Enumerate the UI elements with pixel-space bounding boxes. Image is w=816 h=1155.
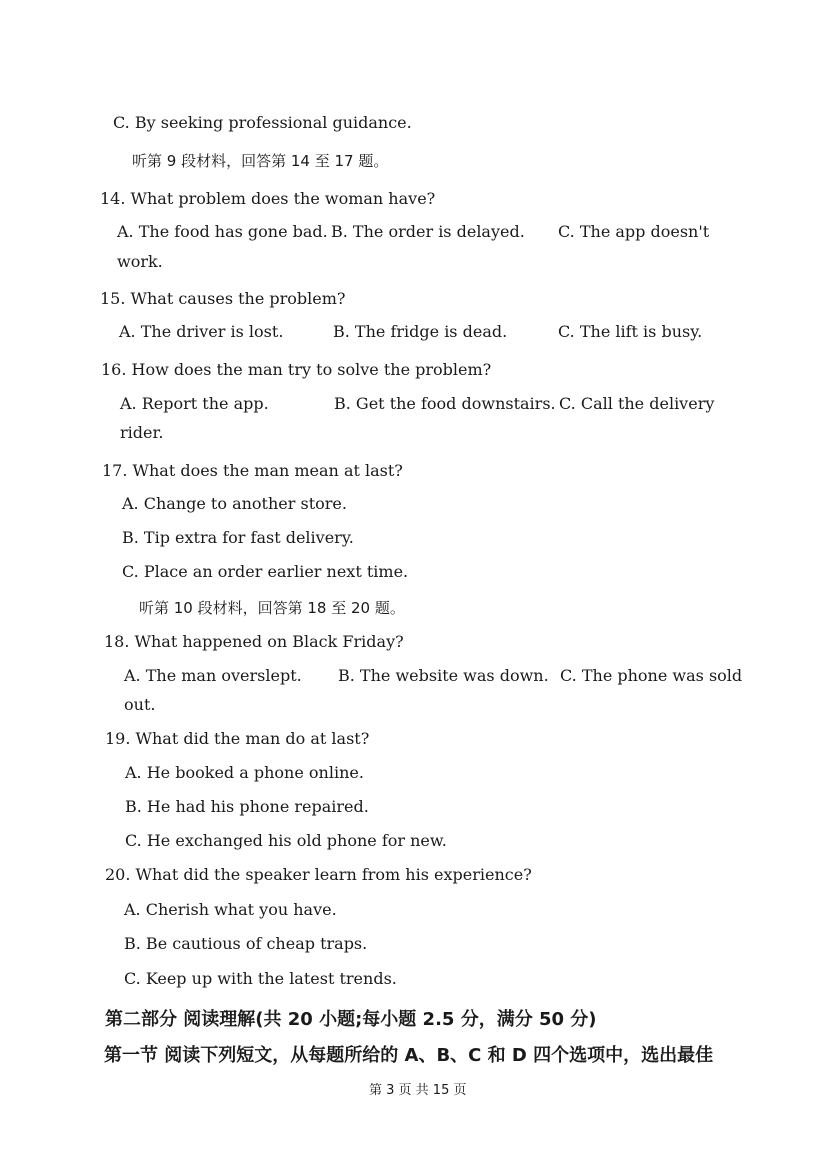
q14-option-a: A. The food has gone bad.: [117, 222, 328, 241]
q15-option-c: C. The lift is busy.: [558, 322, 703, 341]
q19-option-b: B. He had his phone repaired.: [125, 797, 369, 816]
q19-option-c: C. He exchanged his old phone for new.: [125, 831, 447, 850]
q18-option-b: B. The website was down.: [338, 666, 549, 685]
question-16: 16. How does the man try to solve the problem?: [101, 360, 492, 379]
q17-option-b: B. Tip extra for fast delivery.: [122, 528, 354, 547]
q18-option-a: A. The man overslept.: [124, 666, 302, 685]
q17-option-c: C. Place an order earlier next time.: [122, 562, 409, 581]
q14-option-b: B. The order is delayed.: [331, 222, 525, 241]
question-19: 19. What did the man do at last?: [105, 729, 370, 748]
part-2-heading: 第二部分 阅读理解(共 20 小题;每小题 2.5 分，满分 50 分): [105, 1009, 597, 1030]
q17-option-a: A. Change to another store.: [122, 494, 347, 513]
section-9-instruction: 听第 9 段材料，回答第 14 至 17 题。: [132, 152, 389, 170]
question-14: 14. What problem does the woman have?: [100, 189, 436, 208]
q20-option-b: B. Be cautious of cheap traps.: [124, 934, 368, 953]
q14-option-c: C. The app doesn't: [558, 222, 710, 241]
question-18: 18. What happened on Black Friday?: [104, 632, 404, 651]
q14-option-c-cont: work.: [117, 252, 163, 271]
q18-option-c-cont: out.: [124, 695, 156, 714]
section-1-heading: 第一节 阅读下列短文，从每题所给的 A、B、C 和 D 四个选项中，选出最佳: [104, 1045, 714, 1066]
q15-option-a: A. The driver is lost.: [119, 322, 284, 341]
question-17: 17. What does the man mean at last?: [102, 461, 403, 480]
section-10-instruction: 听第 10 段材料，回答第 18 至 20 题。: [139, 599, 405, 617]
question-15: 15. What causes the problem?: [100, 289, 346, 308]
q19-option-a: A. He booked a phone online.: [125, 763, 364, 782]
question-20: 20. What did the speaker learn from his experience?: [105, 865, 532, 884]
page-footer: 第 3 页 共 15 页: [369, 1083, 467, 1098]
q16-option-b: B. Get the food downstairs.: [334, 394, 556, 413]
q16-option-c-cont: rider.: [120, 423, 164, 442]
q16-option-c: C. Call the delivery: [559, 394, 715, 413]
q20-option-a: A. Cherish what you have.: [124, 900, 337, 919]
q15-option-b: B. The fridge is dead.: [333, 322, 508, 341]
c13-option: C. By seeking professional guidance.: [113, 113, 412, 132]
q20-option-c: C. Keep up with the latest trends.: [124, 969, 397, 988]
q18-option-c: C. The phone was sold: [560, 666, 743, 685]
q16-option-a: A. Report the app.: [120, 394, 269, 413]
